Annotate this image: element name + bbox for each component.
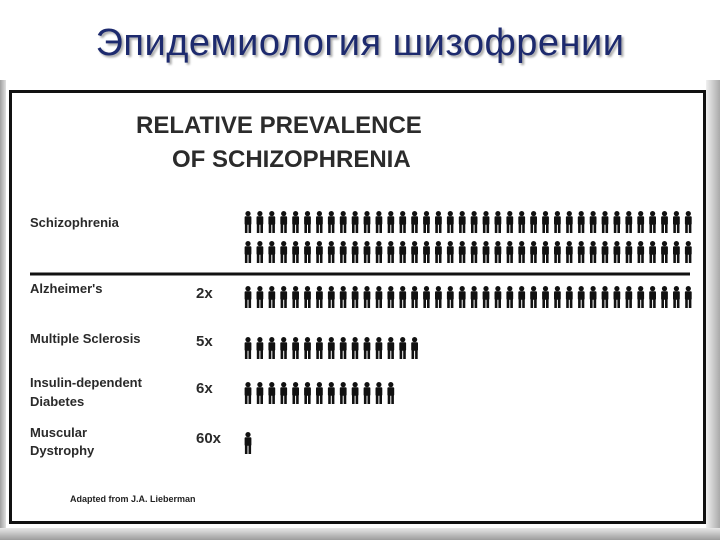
value-label-alzheimer-s: 2x bbox=[196, 285, 213, 302]
figure-multiple-sclerosis-7 bbox=[316, 337, 323, 359]
chart-title-line-1: RELATIVE PREVALENCE bbox=[136, 112, 422, 139]
figure-schizophrenia-73 bbox=[649, 241, 656, 263]
figure-insulin-dependent-diabetes-1 bbox=[245, 382, 252, 404]
figure-schizophrenia-43 bbox=[292, 241, 299, 263]
slide-title: Эпидемиология шизофрении bbox=[95, 22, 625, 64]
figure-schizophrenia-1 bbox=[245, 211, 252, 233]
figure-multiple-sclerosis-3 bbox=[268, 337, 275, 359]
figure-schizophrenia-5 bbox=[292, 211, 299, 233]
value-label-insulin-dependent-diabetes: 6x bbox=[196, 380, 213, 397]
figure-multiple-sclerosis-14 bbox=[399, 337, 406, 359]
figure-schizophrenia-39 bbox=[245, 241, 252, 263]
figure-multiple-sclerosis-6 bbox=[304, 337, 311, 359]
frame-left-shadow bbox=[0, 80, 6, 540]
figure-insulin-dependent-diabetes-5 bbox=[292, 382, 299, 404]
figure-schizophrenia-59 bbox=[483, 241, 490, 263]
figure-schizophrenia-58 bbox=[471, 241, 478, 263]
figure-schizophrenia-36 bbox=[661, 211, 668, 233]
figure-alzheimer-s-12 bbox=[376, 286, 383, 308]
figure-multiple-sclerosis-10 bbox=[352, 337, 359, 359]
figure-schizophrenia-24 bbox=[518, 211, 525, 233]
figure-schizophrenia-9 bbox=[340, 211, 347, 233]
figure-insulin-dependent-diabetes-6 bbox=[304, 382, 311, 404]
figure-schizophrenia-3 bbox=[268, 211, 275, 233]
figure-multiple-sclerosis-13 bbox=[387, 337, 394, 359]
figure-alzheimer-s-31 bbox=[602, 286, 609, 308]
figure-schizophrenia-74 bbox=[661, 241, 668, 263]
figure-alzheimer-s-17 bbox=[435, 286, 442, 308]
figure-schizophrenia-72 bbox=[637, 241, 644, 263]
figure-schizophrenia-18 bbox=[447, 211, 454, 233]
figure-schizophrenia-2 bbox=[257, 211, 264, 233]
figure-insulin-dependent-diabetes-7 bbox=[316, 382, 323, 404]
figure-schizophrenia-49 bbox=[364, 241, 371, 263]
figure-alzheimer-s-29 bbox=[578, 286, 585, 308]
figure-multiple-sclerosis-9 bbox=[340, 337, 347, 359]
figure-alzheimer-s-38 bbox=[685, 286, 692, 308]
figure-schizophrenia-62 bbox=[518, 241, 525, 263]
figure-schizophrenia-25 bbox=[530, 211, 537, 233]
figure-alzheimer-s-2 bbox=[257, 286, 264, 308]
figure-alzheimer-s-27 bbox=[554, 286, 561, 308]
figure-alzheimer-s-18 bbox=[447, 286, 454, 308]
figure-schizophrenia-47 bbox=[340, 241, 347, 263]
figure-schizophrenia-10 bbox=[352, 211, 359, 233]
figure-alzheimer-s-8 bbox=[328, 286, 335, 308]
figure-schizophrenia-34 bbox=[637, 211, 644, 233]
chart-panel bbox=[9, 90, 706, 524]
figure-schizophrenia-14 bbox=[399, 211, 406, 233]
figure-schizophrenia-57 bbox=[459, 241, 466, 263]
figure-alzheimer-s-4 bbox=[280, 286, 287, 308]
figure-schizophrenia-52 bbox=[399, 241, 406, 263]
figure-schizophrenia-37 bbox=[673, 211, 680, 233]
prevalence-chart bbox=[12, 93, 703, 521]
figure-alzheimer-s-35 bbox=[649, 286, 656, 308]
figure-schizophrenia-53 bbox=[411, 241, 418, 263]
figure-schizophrenia-45 bbox=[316, 241, 323, 263]
figure-insulin-dependent-diabetes-9 bbox=[340, 382, 347, 404]
figure-schizophrenia-19 bbox=[459, 211, 466, 233]
category-label-multiple-sclerosis: Multiple Sclerosis bbox=[30, 331, 141, 346]
figure-insulin-dependent-diabetes-2 bbox=[257, 382, 264, 404]
figure-schizophrenia-6 bbox=[304, 211, 311, 233]
figure-schizophrenia-17 bbox=[435, 211, 442, 233]
figure-alzheimer-s-14 bbox=[399, 286, 406, 308]
figure-schizophrenia-23 bbox=[506, 211, 513, 233]
figure-alzheimer-s-13 bbox=[387, 286, 394, 308]
figure-alzheimer-s-15 bbox=[411, 286, 418, 308]
figure-alzheimer-s-19 bbox=[459, 286, 466, 308]
frame-bottom-shadow bbox=[0, 528, 720, 540]
figure-multiple-sclerosis-8 bbox=[328, 337, 335, 359]
figure-schizophrenia-27 bbox=[554, 211, 561, 233]
figure-schizophrenia-66 bbox=[566, 241, 573, 263]
figure-schizophrenia-75 bbox=[673, 241, 680, 263]
figure-insulin-dependent-diabetes-4 bbox=[280, 382, 287, 404]
figure-schizophrenia-8 bbox=[328, 211, 335, 233]
category-label-insulin-dependent-diabetes-line-1: Insulin-dependent bbox=[30, 375, 142, 390]
figure-alzheimer-s-36 bbox=[661, 286, 668, 308]
figure-alzheimer-s-11 bbox=[364, 286, 371, 308]
figure-schizophrenia-61 bbox=[506, 241, 513, 263]
figure-schizophrenia-44 bbox=[304, 241, 311, 263]
figure-multiple-sclerosis-15 bbox=[411, 337, 418, 359]
figure-schizophrenia-70 bbox=[614, 241, 621, 263]
figure-alzheimer-s-6 bbox=[304, 286, 311, 308]
source-note: Adapted from J.A. Lieberman bbox=[70, 494, 196, 504]
category-label-muscular-dystrophy-line-1: Muscular bbox=[30, 425, 88, 440]
category-label-alzheimer-s: Alzheimer's bbox=[30, 281, 103, 296]
figure-alzheimer-s-22 bbox=[495, 286, 502, 308]
figure-schizophrenia-4 bbox=[280, 211, 287, 233]
frame-right-shadow bbox=[706, 80, 720, 540]
figure-schizophrenia-28 bbox=[566, 211, 573, 233]
figure-alzheimer-s-21 bbox=[483, 286, 490, 308]
figure-alzheimer-s-34 bbox=[637, 286, 644, 308]
figure-schizophrenia-55 bbox=[435, 241, 442, 263]
figure-schizophrenia-42 bbox=[280, 241, 287, 263]
figure-alzheimer-s-33 bbox=[625, 286, 632, 308]
figure-schizophrenia-69 bbox=[602, 241, 609, 263]
figure-alzheimer-s-5 bbox=[292, 286, 299, 308]
value-label-muscular-dystrophy: 60x bbox=[196, 430, 222, 447]
figure-multiple-sclerosis-12 bbox=[376, 337, 383, 359]
value-label-multiple-sclerosis: 5x bbox=[196, 333, 213, 350]
figure-schizophrenia-35 bbox=[649, 211, 656, 233]
figure-schizophrenia-41 bbox=[268, 241, 275, 263]
figure-schizophrenia-60 bbox=[495, 241, 502, 263]
figure-schizophrenia-51 bbox=[387, 241, 394, 263]
figure-schizophrenia-30 bbox=[590, 211, 597, 233]
figure-insulin-dependent-diabetes-8 bbox=[328, 382, 335, 404]
figure-insulin-dependent-diabetes-3 bbox=[268, 382, 275, 404]
figure-muscular-dystrophy-1 bbox=[245, 432, 252, 454]
figure-multiple-sclerosis-4 bbox=[280, 337, 287, 359]
figure-schizophrenia-63 bbox=[530, 241, 537, 263]
figure-schizophrenia-15 bbox=[411, 211, 418, 233]
figure-schizophrenia-67 bbox=[578, 241, 585, 263]
category-label-insulin-dependent-diabetes-line-2: Diabetes bbox=[30, 394, 85, 409]
figure-multiple-sclerosis-5 bbox=[292, 337, 299, 359]
figure-multiple-sclerosis-1 bbox=[245, 337, 252, 359]
figure-multiple-sclerosis-2 bbox=[257, 337, 264, 359]
figure-schizophrenia-40 bbox=[257, 241, 264, 263]
figure-schizophrenia-48 bbox=[352, 241, 359, 263]
figure-schizophrenia-38 bbox=[685, 211, 692, 233]
category-label-schizophrenia: Schizophrenia bbox=[30, 215, 119, 230]
figure-alzheimer-s-26 bbox=[542, 286, 549, 308]
figure-schizophrenia-56 bbox=[447, 241, 454, 263]
figure-schizophrenia-29 bbox=[578, 211, 585, 233]
figure-schizophrenia-64 bbox=[542, 241, 549, 263]
figure-schizophrenia-33 bbox=[625, 211, 632, 233]
figure-alzheimer-s-7 bbox=[316, 286, 323, 308]
figure-schizophrenia-31 bbox=[602, 211, 609, 233]
figure-schizophrenia-54 bbox=[423, 241, 430, 263]
figure-alzheimer-s-9 bbox=[340, 286, 347, 308]
figure-alzheimer-s-24 bbox=[518, 286, 525, 308]
figure-schizophrenia-71 bbox=[625, 241, 632, 263]
figure-schizophrenia-68 bbox=[590, 241, 597, 263]
figure-schizophrenia-12 bbox=[376, 211, 383, 233]
figure-schizophrenia-7 bbox=[316, 211, 323, 233]
figure-schizophrenia-76 bbox=[685, 241, 692, 263]
figure-alzheimer-s-20 bbox=[471, 286, 478, 308]
figure-schizophrenia-20 bbox=[471, 211, 478, 233]
figure-insulin-dependent-diabetes-12 bbox=[376, 382, 383, 404]
figure-alzheimer-s-30 bbox=[590, 286, 597, 308]
figure-schizophrenia-50 bbox=[376, 241, 383, 263]
figure-schizophrenia-65 bbox=[554, 241, 561, 263]
figure-alzheimer-s-16 bbox=[423, 286, 430, 308]
figure-schizophrenia-22 bbox=[495, 211, 502, 233]
chart-title-line-2: OF SCHIZOPHRENIA bbox=[172, 146, 411, 173]
figure-schizophrenia-46 bbox=[328, 241, 335, 263]
figure-schizophrenia-13 bbox=[387, 211, 394, 233]
category-label-muscular-dystrophy-line-2: Dystrophy bbox=[30, 443, 95, 458]
figure-alzheimer-s-10 bbox=[352, 286, 359, 308]
figure-schizophrenia-21 bbox=[483, 211, 490, 233]
figure-schizophrenia-32 bbox=[614, 211, 621, 233]
figure-alzheimer-s-25 bbox=[530, 286, 537, 308]
figure-insulin-dependent-diabetes-11 bbox=[364, 382, 371, 404]
figure-alzheimer-s-32 bbox=[614, 286, 621, 308]
figure-alzheimer-s-1 bbox=[245, 286, 252, 308]
figure-alzheimer-s-28 bbox=[566, 286, 573, 308]
figure-schizophrenia-16 bbox=[423, 211, 430, 233]
figure-schizophrenia-26 bbox=[542, 211, 549, 233]
figure-multiple-sclerosis-11 bbox=[364, 337, 371, 359]
figure-schizophrenia-11 bbox=[364, 211, 371, 233]
figure-insulin-dependent-diabetes-13 bbox=[387, 382, 394, 404]
figure-alzheimer-s-3 bbox=[268, 286, 275, 308]
figure-insulin-dependent-diabetes-10 bbox=[352, 382, 359, 404]
figure-alzheimer-s-23 bbox=[506, 286, 513, 308]
figure-alzheimer-s-37 bbox=[673, 286, 680, 308]
